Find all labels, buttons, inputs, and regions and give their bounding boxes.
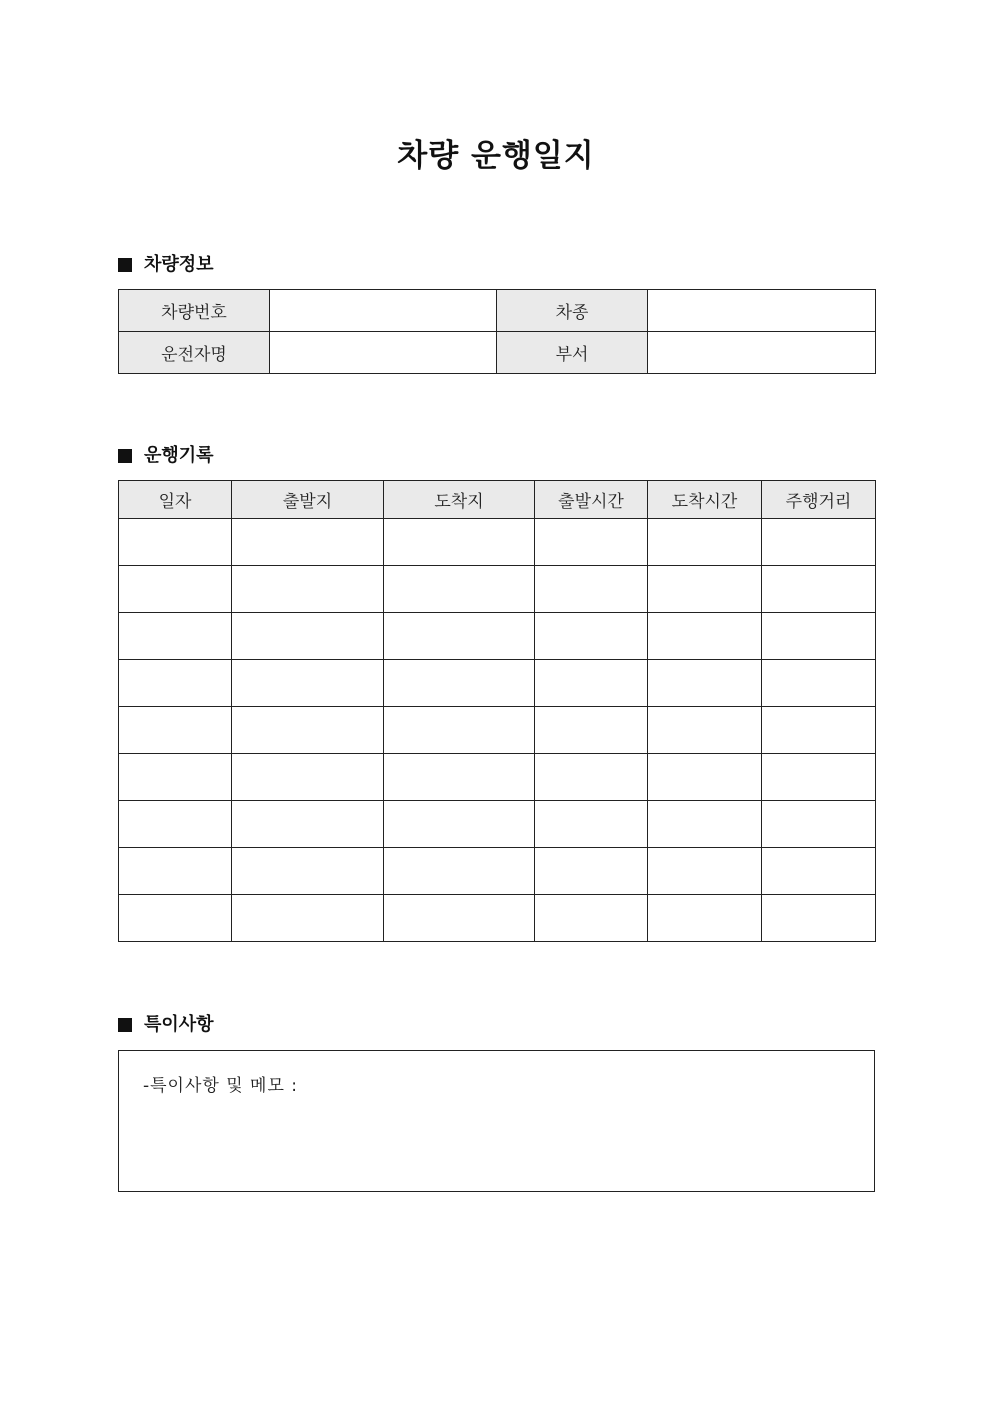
table-cell[interactable]: [232, 566, 384, 613]
table-cell[interactable]: [535, 566, 648, 613]
table-cell[interactable]: [648, 895, 762, 942]
table-cell[interactable]: [232, 754, 384, 801]
table-cell[interactable]: [535, 707, 648, 754]
table-cell[interactable]: [119, 660, 232, 707]
table-row: [119, 332, 876, 374]
table-cell[interactable]: [648, 519, 762, 566]
column-header-date: 일자: [119, 481, 232, 519]
column-header-destination: 도착지: [384, 481, 535, 519]
table-cell[interactable]: [232, 707, 384, 754]
table-row: [119, 754, 876, 801]
memo-label: -특이사항 및 메모 :: [143, 1076, 299, 1096]
table-row: [119, 613, 876, 660]
table-cell[interactable]: [232, 801, 384, 848]
table-cell[interactable]: [762, 848, 876, 895]
table-cell[interactable]: [648, 848, 762, 895]
table-row: [119, 801, 876, 848]
table-cell[interactable]: [119, 754, 232, 801]
trip-log-heading-text: 운행기록: [144, 445, 214, 466]
table-cell[interactable]: [232, 895, 384, 942]
table-cell[interactable]: [384, 519, 535, 566]
table-cell[interactable]: [384, 754, 535, 801]
department-field[interactable]: [648, 332, 876, 374]
table-cell[interactable]: [384, 801, 535, 848]
driver-name-field[interactable]: [270, 332, 497, 374]
table-cell[interactable]: [648, 801, 762, 848]
table-cell[interactable]: [119, 613, 232, 660]
table-cell[interactable]: [119, 566, 232, 613]
table-row: [119, 566, 876, 613]
table-row: [119, 660, 876, 707]
table-cell[interactable]: [535, 754, 648, 801]
square-bullet-icon: [118, 1018, 132, 1032]
table-cell[interactable]: [119, 895, 232, 942]
table-cell[interactable]: [232, 848, 384, 895]
column-header-arrival-time: 도착시간: [648, 481, 762, 519]
table-cell[interactable]: [384, 895, 535, 942]
table-cell[interactable]: [535, 801, 648, 848]
table-cell[interactable]: [762, 754, 876, 801]
table-cell[interactable]: [232, 613, 384, 660]
plate-number-label: 차량번호: [119, 290, 270, 332]
department-label: 부서: [497, 332, 648, 374]
plate-number-field[interactable]: [270, 290, 497, 332]
table-cell[interactable]: [648, 660, 762, 707]
column-header-departure-time: 출발시간: [535, 481, 648, 519]
table-cell[interactable]: [762, 895, 876, 942]
table-cell[interactable]: [648, 566, 762, 613]
table-cell[interactable]: [535, 660, 648, 707]
table-row: [119, 707, 876, 754]
table-cell[interactable]: [762, 660, 876, 707]
table-cell[interactable]: [384, 566, 535, 613]
driver-name-label: 운전자명: [119, 332, 270, 374]
notes-heading: [118, 1013, 214, 1037]
table-cell[interactable]: [762, 613, 876, 660]
table-cell[interactable]: [384, 848, 535, 895]
table-cell[interactable]: [648, 754, 762, 801]
square-bullet-icon: [118, 258, 132, 272]
table-cell[interactable]: [762, 707, 876, 754]
column-header-distance: 주행거리: [762, 481, 876, 519]
document-title: 차량 운행일지: [397, 138, 595, 174]
notes-heading-text: 특이사항: [144, 1014, 214, 1035]
table-cell[interactable]: [535, 613, 648, 660]
trip-log-body: [119, 519, 876, 942]
table-cell[interactable]: [648, 707, 762, 754]
vehicle-info-heading-text: 차량정보: [144, 254, 214, 275]
table-cell[interactable]: [648, 613, 762, 660]
table-row: [119, 848, 876, 895]
vehicle-info-table: [118, 289, 876, 374]
table-cell[interactable]: [119, 519, 232, 566]
table-cell[interactable]: [762, 566, 876, 613]
car-model-field[interactable]: [648, 290, 876, 332]
table-cell[interactable]: [762, 519, 876, 566]
table-row: [119, 290, 876, 332]
table-cell[interactable]: [384, 613, 535, 660]
table-cell[interactable]: [232, 519, 384, 566]
table-cell[interactable]: [535, 848, 648, 895]
table-cell[interactable]: [535, 895, 648, 942]
table-cell[interactable]: [119, 848, 232, 895]
trip-log-heading: [118, 444, 214, 468]
table-header-row: [119, 481, 876, 519]
vehicle-info-heading: [118, 253, 214, 277]
car-model-label: 차종: [497, 290, 648, 332]
table-row: [119, 895, 876, 942]
table-cell[interactable]: [762, 801, 876, 848]
table-cell[interactable]: [232, 660, 384, 707]
trip-log-table: [118, 480, 876, 942]
column-header-departure: 출발지: [232, 481, 384, 519]
memo-box[interactable]: [118, 1050, 875, 1192]
table-cell[interactable]: [384, 707, 535, 754]
table-cell[interactable]: [535, 519, 648, 566]
table-cell[interactable]: [384, 660, 535, 707]
table-cell[interactable]: [119, 801, 232, 848]
square-bullet-icon: [118, 449, 132, 463]
table-row: [119, 519, 876, 566]
table-cell[interactable]: [119, 707, 232, 754]
